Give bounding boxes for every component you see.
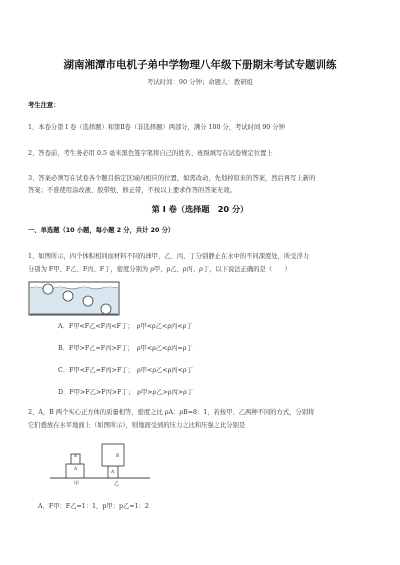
exam-title: 湖南湘潭市电机子弟中学物理八年级下册期末考试专题训练 [63, 59, 337, 71]
notice-heading: 考生注意： [28, 102, 60, 109]
ball-jia [43, 284, 53, 294]
ball-ding [101, 304, 111, 314]
notice-item-3: 3、答案必须写在试卷各个题目指定区域内相应的位置，如需改动，先划掉原来的答案，然后再写上新的 [28, 175, 316, 182]
ball-bing [83, 296, 93, 306]
q2-stem-line1: 2、A，B 两个实心正方体的质量相等，密度之比 ρA：ρB=8：1，若按甲、乙两种不同的方式，分别将 [28, 409, 315, 416]
section-title: 第 I 卷（选择题 20 分） [151, 204, 249, 214]
exam-subtitle: 考试时间：90 分钟；命题人：教研组 [146, 78, 254, 86]
fig-label-yi: 乙 [114, 481, 120, 487]
q1-tank-figure [28, 280, 120, 316]
q2-stem-line2: 它们叠放在水平地面上（如图所示），则地面受到的压力之比和压强之比分别是 [28, 422, 246, 429]
ball-yi [63, 291, 73, 301]
q1-option-b: B．F甲>F乙=F丙>F丁； ρ甲<ρ乙<ρ丙=ρ丁 [58, 345, 193, 352]
notice-item-1: 1、本卷分第 I 卷（选择题）和第Ⅱ卷（非选择题）两部分，满分 100 分，考试时间 90 分钟 [28, 124, 285, 131]
notice-item-2: 2、答卷前，考生务必用 0.5 毫米黑色签字笔将自己的姓名、班级填写在试卷规定位置上 [28, 150, 273, 157]
q2-option-a: A．F甲：F乙=1：1，p甲：p乙=1：2 [38, 503, 149, 510]
q1-option-d: D．F甲>F乙>F丙>F丁； ρ甲>ρ乙>ρ丙>ρ丁 [58, 389, 194, 396]
yi-block-a-label: A [111, 470, 115, 475]
q1-stem-line2: 分别为 F甲、F乙、F丙、F丁，密度分别为 ρ甲、ρ乙、ρ丙、ρ丁，以下说法正确的是（ ） [28, 266, 291, 273]
q1-stem-line1: 1、如图所示，四个体积相同而材料不同的球甲、乙、丙、丁分别静止在水中的不同深度处，所受浮力 [28, 253, 310, 260]
jia-block-a-label: A [74, 467, 78, 472]
jia-block-b-label: B [74, 454, 78, 459]
notice-item-3-cont: 答案；不准使用涂改液、胶带纸、修正带，不按以上要求作答的答案无效。 [28, 187, 236, 194]
part-heading: 一、单选题（10 小题，每小题 2 分，共计 20 分） [28, 227, 175, 234]
yi-block-b-label: B [116, 454, 120, 459]
fig-label-jia: 甲 [74, 481, 80, 487]
q1-option-c: C．F甲<F乙=F丙>F丁； ρ甲<ρ乙<ρ丙<ρ丁 [58, 367, 193, 374]
q2-cubes-figure [50, 438, 150, 486]
yi-top-cube [102, 444, 124, 466]
q1-option-a: A．F甲<F乙<F丙<F丁； ρ甲<ρ乙<ρ丙<ρ丁 [58, 323, 193, 330]
